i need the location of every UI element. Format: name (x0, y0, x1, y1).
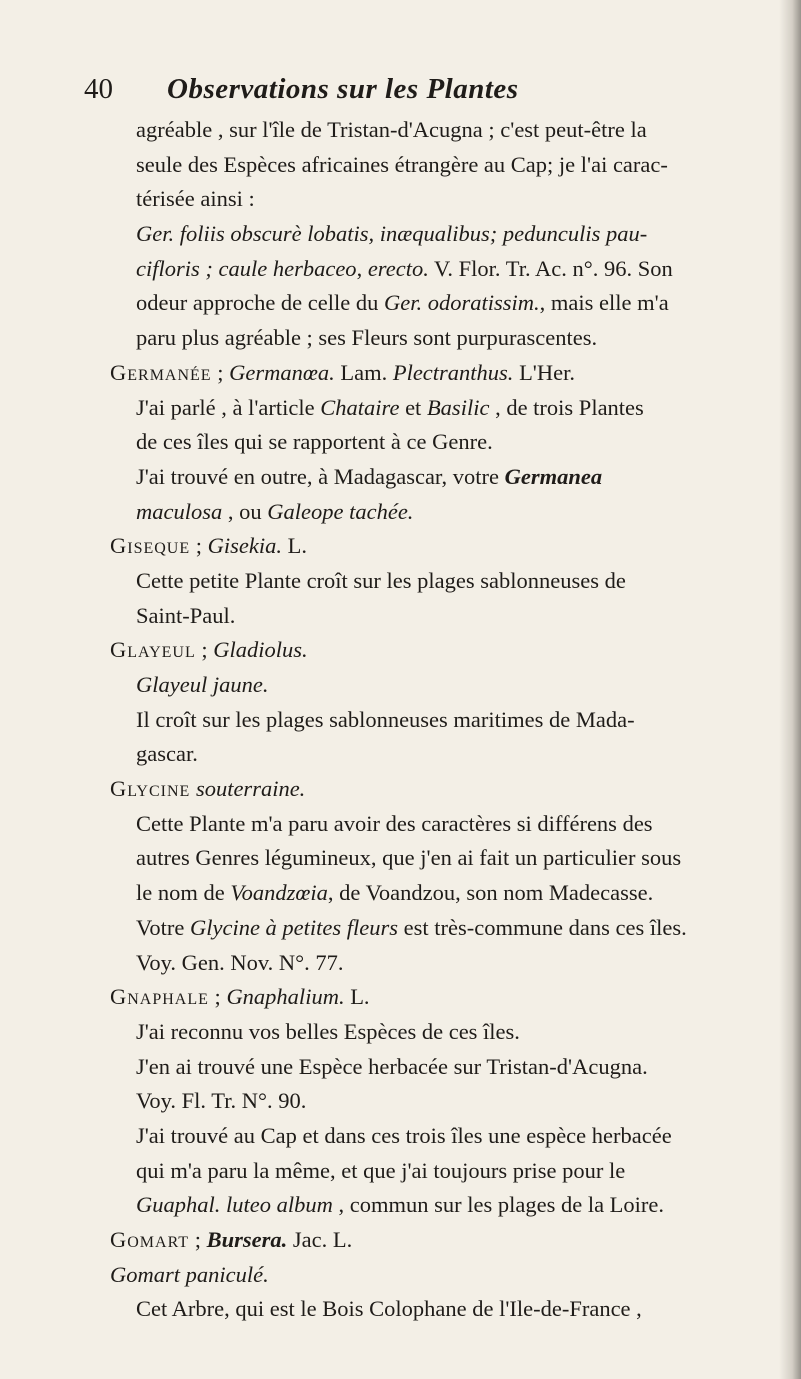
text-segment: Voy. Gen. Nov. N°. 77. (136, 949, 344, 975)
text-segment: Gomart (110, 1227, 190, 1252)
text-segment: gascar. (136, 741, 198, 767)
text-segment: Giseque (110, 533, 191, 559)
text-segment: maculosa (136, 498, 223, 524)
text-segment: paru plus agréable ; ses Fleurs sont purpurascentes. (136, 325, 598, 351)
text-segment: J'ai trouvé au Cap et dans ces trois îles une espèce herbacée (136, 1122, 672, 1148)
text-segment: Voy. Fl. Tr. N°. 90. (136, 1088, 307, 1114)
text-line (110, 1015, 770, 1050)
text-line (110, 1154, 770, 1189)
entry-heading-line (110, 356, 770, 391)
text-segment: qui m'a paru la même, et que j'ai toujours prise pour le (136, 1157, 626, 1183)
text-line (110, 1050, 770, 1085)
text-line (110, 321, 770, 356)
text-segment: ; (211, 359, 230, 385)
text-segment: souterraine. (195, 776, 306, 802)
entry-heading-line (110, 1258, 770, 1293)
text-segment: Glycine (110, 776, 191, 802)
text-line (110, 460, 770, 495)
text-line (110, 876, 770, 911)
text-segment: Gladiolus. (213, 637, 308, 663)
text-segment: Cette Plante m'a paru avoir des caractères si différens des (136, 810, 653, 836)
text-line (110, 1084, 770, 1119)
text-segment: J'ai trouvé en outre, à Madagascar, votre (136, 463, 505, 489)
text-line (110, 182, 770, 217)
text-line (110, 286, 770, 321)
text-segment: , commun sur les plages de la Loire. (332, 1192, 665, 1218)
text-segment: Lam. (334, 359, 393, 385)
entry-heading-line (110, 772, 770, 807)
text-line (110, 841, 770, 876)
text-segment: Ger. foliis obscurè lobatis, inæqualibus; pedunculis pau- (136, 221, 648, 247)
text-segment: Glayeul (110, 637, 196, 663)
text-segment: Galeope tachée. (267, 498, 414, 524)
text-line (110, 113, 770, 148)
text-segment: ; (190, 533, 208, 559)
text-segment: Ger. odoratissim. (384, 290, 540, 316)
text-line (110, 564, 770, 599)
text-segment: seule des Espèces africaines étrangère au Cap; je l'ai carac- (136, 151, 668, 177)
text-line (110, 703, 770, 738)
text-segment: Plectranthus. (392, 359, 514, 385)
text-line (110, 1292, 770, 1327)
running-title: Observations sur les Plantes (167, 73, 519, 105)
text-line (110, 1188, 770, 1223)
entry-heading-line (110, 980, 770, 1015)
text-segment: Saint-Paul. (136, 602, 236, 628)
text-segment: Glycine à petites fleurs (189, 914, 399, 940)
text-segment: Bursera. (206, 1227, 288, 1252)
body-text (110, 113, 770, 1327)
text-segment: de ces îles qui se rapportent à ce Genre. (136, 429, 493, 455)
text-segment: J'en ai trouvé une Espèce herbacée sur Tristan-d'Acugna. (136, 1053, 648, 1079)
text-segment: térisée ainsi : (136, 186, 255, 212)
text-segment: Germanée (110, 359, 212, 385)
text-segment: ; (208, 984, 227, 1010)
text-segment: odeur approche de celle du (136, 290, 385, 316)
text-segment: , (356, 255, 368, 281)
text-segment: erecto. (367, 255, 429, 281)
text-segment: Votre (136, 914, 190, 940)
text-line (110, 668, 770, 703)
text-segment: , de trois Plantes (489, 394, 644, 420)
page-number: 40 (84, 73, 113, 105)
text-segment: Gisekia. (207, 533, 283, 559)
text-line (110, 737, 770, 772)
text-segment: Gnaphalium. (226, 984, 345, 1010)
text-segment: Chataire (320, 394, 400, 420)
text-line (110, 1119, 770, 1154)
text-segment: , mais elle m'a (539, 290, 669, 316)
text-segment: L. (344, 984, 370, 1010)
text-segment: , ou (222, 498, 268, 524)
text-segment: autres Genres légumineux, que j'en ai fait un particulier sous (136, 845, 682, 871)
entry-heading-line (110, 529, 770, 564)
text-line (110, 807, 770, 842)
text-segment: ; (195, 637, 214, 663)
text-segment: cifloris ; caule herbaceo (136, 255, 357, 281)
text-segment: Basilic (426, 394, 490, 420)
text-line (110, 252, 770, 287)
text-segment: Germanea (504, 463, 603, 489)
text-line (110, 217, 770, 252)
text-line (110, 425, 770, 460)
entry-heading-line (110, 633, 770, 668)
text-segment: Voandzœia (230, 880, 328, 906)
text-segment: J'ai reconnu vos belles Espèces de ces îles. (136, 1018, 520, 1044)
text-segment: Glayeul jaune. (136, 672, 269, 697)
text-segment: Gomart paniculé. (110, 1261, 269, 1287)
text-segment: et (399, 394, 427, 420)
text-segment: V. Flor. Tr. Ac. n°. 96. Son (428, 255, 673, 281)
text-segment: L'Her. (513, 359, 575, 385)
text-segment: J'ai parlé , à l'article (136, 394, 321, 420)
text-segment: est très-commune dans ces îles. (398, 914, 687, 940)
text-segment: le nom de (136, 880, 231, 906)
text-segment: Cet Arbre, qui est le Bois Colophane de l'Ile-de-France , (136, 1296, 642, 1322)
text-segment: Gnaphale (110, 984, 209, 1010)
text-segment: ; (189, 1227, 207, 1252)
text-line (110, 911, 770, 946)
text-line (110, 148, 770, 183)
text-line (110, 599, 770, 634)
text-segment: agréable , sur l'île de Tristan-d'Acugna ; c'est peut-être la (136, 117, 647, 142)
text-segment: L. (282, 533, 308, 559)
text-segment: Il croît sur les plages sablonneuses maritimes de Mada- (136, 706, 635, 732)
text-segment: Jac. L. (287, 1227, 353, 1252)
text-line (110, 391, 770, 426)
text-segment: Germanœa. (229, 359, 335, 385)
text-line (110, 946, 770, 981)
text-line (110, 495, 770, 530)
text-segment: Guaphal. luteo album (136, 1192, 333, 1218)
text-segment: Cette petite Plante croît sur les plages sablonneuses de (136, 567, 626, 593)
entry-heading-line (110, 1223, 770, 1258)
page-edge-shadow (779, 0, 801, 1379)
text-segment: , de Voandzou, son nom Madecasse. (327, 880, 654, 906)
